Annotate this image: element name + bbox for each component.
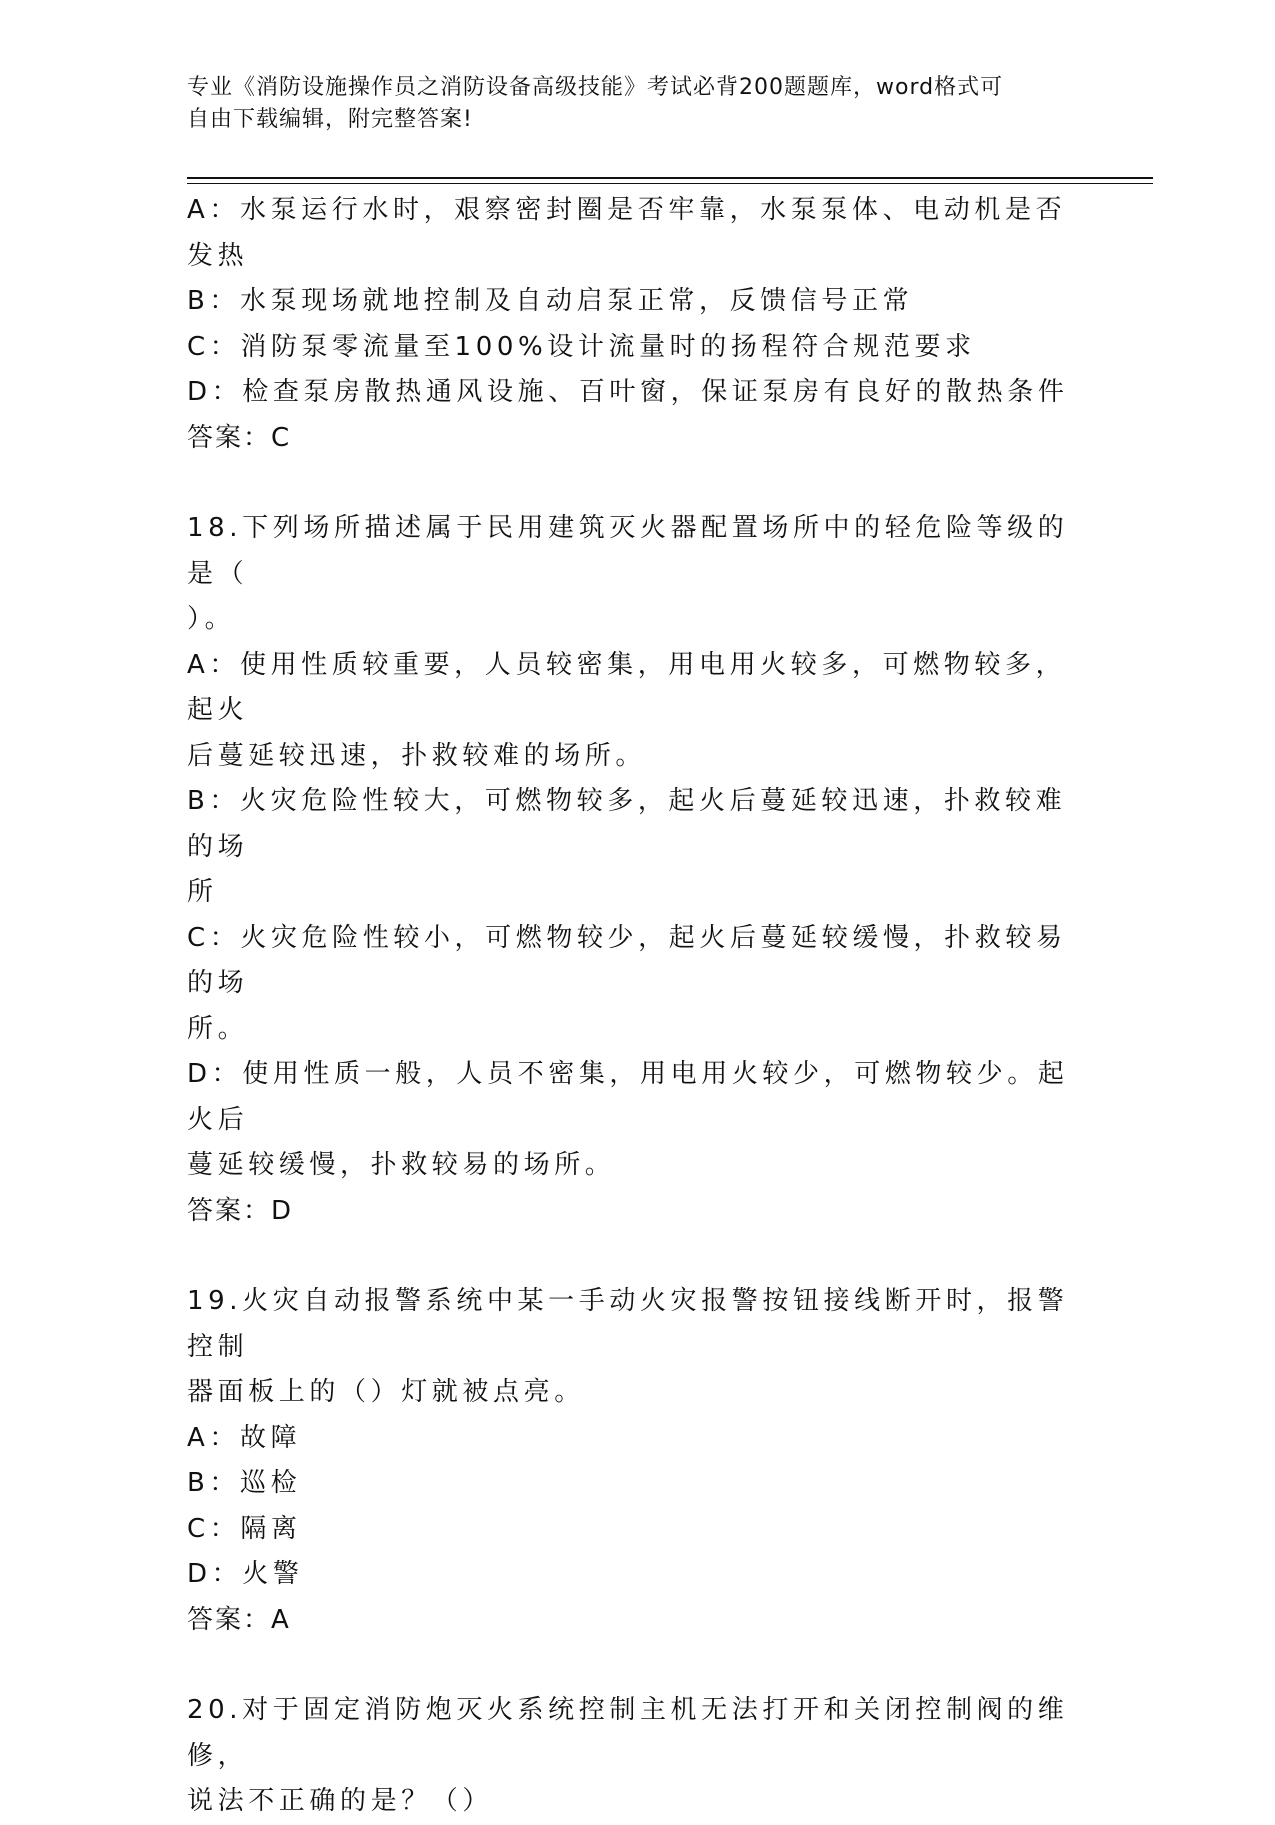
option-a: A：使用性质较重要，人员较密集，用电用火较多，可燃物较多，起火: [187, 649, 1067, 725]
option-c: C：火灾危险性较小，可燃物较少，起火后蔓延较缓慢，扑救较易的场: [187, 922, 1067, 998]
question-list: [187, 188, 1077, 1825]
document-header: [187, 72, 1067, 136]
option-c: C：隔离: [187, 1513, 302, 1544]
option-b: B：水泵现场就地控制及自动启泵正常，反馈信号正常: [187, 286, 914, 316]
header-line-1: 专业《消防设施操作员之消防设备高级技能》考试必背200题题库，word格式可: [187, 75, 1004, 100]
answer: 答案：D: [187, 1195, 294, 1226]
option-b-continued: 所: [187, 877, 218, 907]
option-a-continued: 后蔓延较迅速，扑救较难的场所。: [187, 740, 647, 771]
question-spacer: [187, 1234, 1077, 1279]
question-stem-continued: ）。: [187, 604, 236, 634]
option-b: B：火灾危险性较大，可燃物较多，起火后蔓延较迅速，扑救较难的场: [187, 786, 1067, 862]
question-spacer: [187, 461, 1077, 506]
header-line-2: 自由下载编辑，附完整答案!: [187, 107, 473, 132]
option-c-continued: 所。: [187, 1013, 249, 1044]
question-20: [187, 1688, 1077, 1825]
question-19: [187, 1279, 1077, 1643]
option-d: D：火警: [187, 1559, 304, 1589]
option-d: D：检查泵房散热通风设施、百叶窗，保证泵房有良好的散热条件: [187, 377, 1069, 407]
option-a: A：故障: [187, 1422, 302, 1453]
question-stem: 20.对于固定消防炮灭火系统控制主机无法打开和关闭控制阀的维修，: [187, 1695, 1069, 1771]
option-d-continued: 蔓延较缓慢，扑救较易的场所。: [187, 1150, 616, 1180]
question-17: [187, 188, 1077, 461]
answer: 答案：C: [187, 422, 292, 453]
question-stem-continued: 说法不正确的是？（）: [187, 1786, 494, 1816]
option-a: A：水泵运行水时，艰察密封圈是否牢靠，水泵泵体、电动机是否发热: [187, 195, 1067, 271]
question-stem-continued: 器面板上的（）灯就被点亮。: [187, 1377, 585, 1407]
option-c: C：消防泵零流量至100%设计流量时的扬程符合规范要求: [187, 331, 976, 362]
question-stem: 18.下列场所描述属于民用建筑灭火器配置场所中的轻危险等级的是（: [187, 513, 1069, 589]
question-18: [187, 506, 1077, 1234]
header-divider-thin: [187, 183, 1153, 184]
option-d: D：使用性质一般，人员不密集，用电用火较少，可燃物较少。起火后: [187, 1059, 1069, 1135]
question-stem: 19.火灾自动报警系统中某一手动火灾报警按钮接线断开时，报警控制: [187, 1286, 1069, 1362]
header-divider-thick: [187, 177, 1153, 179]
option-b: B：巡检: [187, 1468, 302, 1498]
answer: 答案：A: [187, 1604, 291, 1635]
